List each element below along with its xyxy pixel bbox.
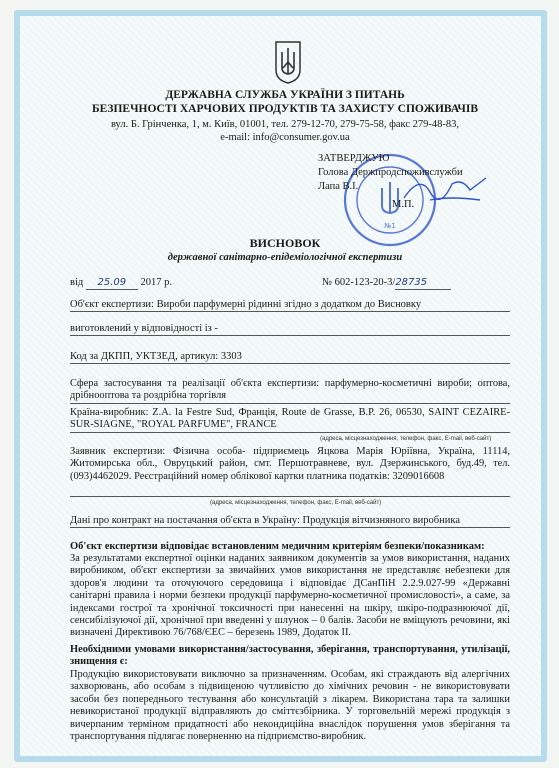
trident-emblem-icon	[274, 40, 302, 84]
divider	[70, 527, 510, 528]
applicant-note: (адреса, місцезнаходження, телефон, факс, E-mail, веб-сайт)	[210, 500, 382, 506]
field-country: Країна-виробник: Z.A. la Festre Sud, Франція, Route de Grasse, B.P. 26, 06530, SAINT CEZAIRE-SUR-SIAGNE, "ROYAL PARFUME", FRANCE	[70, 407, 510, 431]
field-scope: Сфера застосування та реалізації об'єкта експертизи: парфумерно-косметичні вироби; оптова, дрібнооптова та роздрібна торгівля	[70, 378, 510, 402]
divider	[70, 363, 510, 364]
number-line	[322, 276, 451, 290]
stamp-place-label: М.П.	[392, 199, 415, 210]
approval-block	[318, 152, 463, 194]
field-manufactured: виготовлений у відповідності із -	[70, 323, 218, 334]
body-paragraph-1: За результатами експертної оцінки наданих заявником документів за умов використання, наданих виробником, об'єкт експертизи за звичайних умов використання не представляє небезпеки для здоров'я людини та оточуючого середовища і відповідає ДСанПіН 2.2.9.027-99 «Державні санітарні правила і норми безпеки продукції парфумерно-косметичної промисловості», а саме, за індексами гострої та хронічної токсичності при нанесенні на шкіру, шкіро-подразнюючої дії, сенсибілізуючої дії, хронічної при введенні у шлунок – 0 балів. Засоби не вміщують речовини, які визначені Директивою 76/768/ЄЕС – березень 1989, Додаток II.	[70, 553, 510, 639]
divider	[70, 311, 510, 312]
date-line	[70, 276, 172, 290]
field-object: Об'єкт експертизи: Вироби парфумерні рідинні згідно з додатком до Висновку	[70, 299, 422, 310]
document-subtitle: державної санітарно-епідеміологічної експертизи	[167, 252, 403, 263]
header-email: e-mail: info@consumer.gov.ua	[220, 132, 350, 143]
header-line-2: БЕЗПЕЧНОСТІ ХАРЧОВИХ ПРОДУКТІВ ТА ЗАХИСТУ СПОЖИВАЧІВ	[91, 103, 478, 115]
number-prefix: № 602-123-20-3/	[322, 277, 396, 288]
svg-text:№1: №1	[384, 222, 396, 230]
header-line-1: ДЕРЖАВНА СЛУЖБА УКРАЇНИ З ПИТАНЬ	[165, 89, 405, 101]
field-contract: Дані про контракт на постачання об'єкта в Україну: Продукція вітчизняного виробника	[70, 515, 460, 526]
date-day-month: 25.09	[86, 276, 138, 290]
body-heading: Об'єкт експертизи відповідає встановленим медичним критеріям безпеки/показникам:	[70, 541, 485, 552]
header-address: вул. Б. Грінченка, 1, м. Київ, 01001, тел. 279-12-70, 279-75-58, факс 279-48-83,	[110, 119, 460, 130]
divider	[70, 432, 510, 433]
conditions-heading: Необхідними умовами використання/застосування, зберігання, транспортування, утилізації, знищення є:	[70, 644, 510, 668]
country-note: (адреса, місцезнаходження, телефон, факс, E-mail, веб-сайт)	[320, 436, 492, 442]
body-paragraph-2: Продукцію використовувати виключно за призначенням. Особам, які страждають від алергічних захворювань, або особам з підвищеною чутливістю до хімічних речовин - не використовувати засоби без попереднього тестування або консультацій з лікарем. Використана тара та залишки невикористаної продукції відправляють до сміттєзбірника. У торговельній мережі продукція з вичерпаним терміном придатності або некондиційна внаслідок порушення умов зберігання та транспортування підлягає поверненню на підприємство-виробник.	[70, 669, 510, 743]
divider	[70, 496, 510, 497]
approval-line-2: Голова Держпродспоживслужби	[318, 167, 463, 178]
field-code: Код за ДКПП, УКТЗЕД, артикул: 3303	[70, 351, 242, 362]
field-applicant: Заявник експертизи: Фізична особа- підприємець Яцкова Марія Юріївна, Україна, 11114, Житомирська обл., Овруцький район, смт. Першотравневе, вул. Дзержинського, буд.49, тел. (093)4462029. Реєстраційний номер облікової картки платника податків: 3209016608	[70, 446, 510, 482]
date-prefix: від	[70, 277, 84, 288]
divider	[70, 403, 510, 404]
approval-line-3: Лапа В.І.	[318, 181, 359, 192]
number-handwritten: 28735	[395, 276, 451, 290]
date-year: 2017 р.	[140, 277, 172, 288]
document-title: ВИСНОВОК	[249, 236, 321, 250]
divider	[70, 335, 510, 336]
approval-line-1: ЗАТВЕРДЖУЮ	[318, 153, 390, 164]
